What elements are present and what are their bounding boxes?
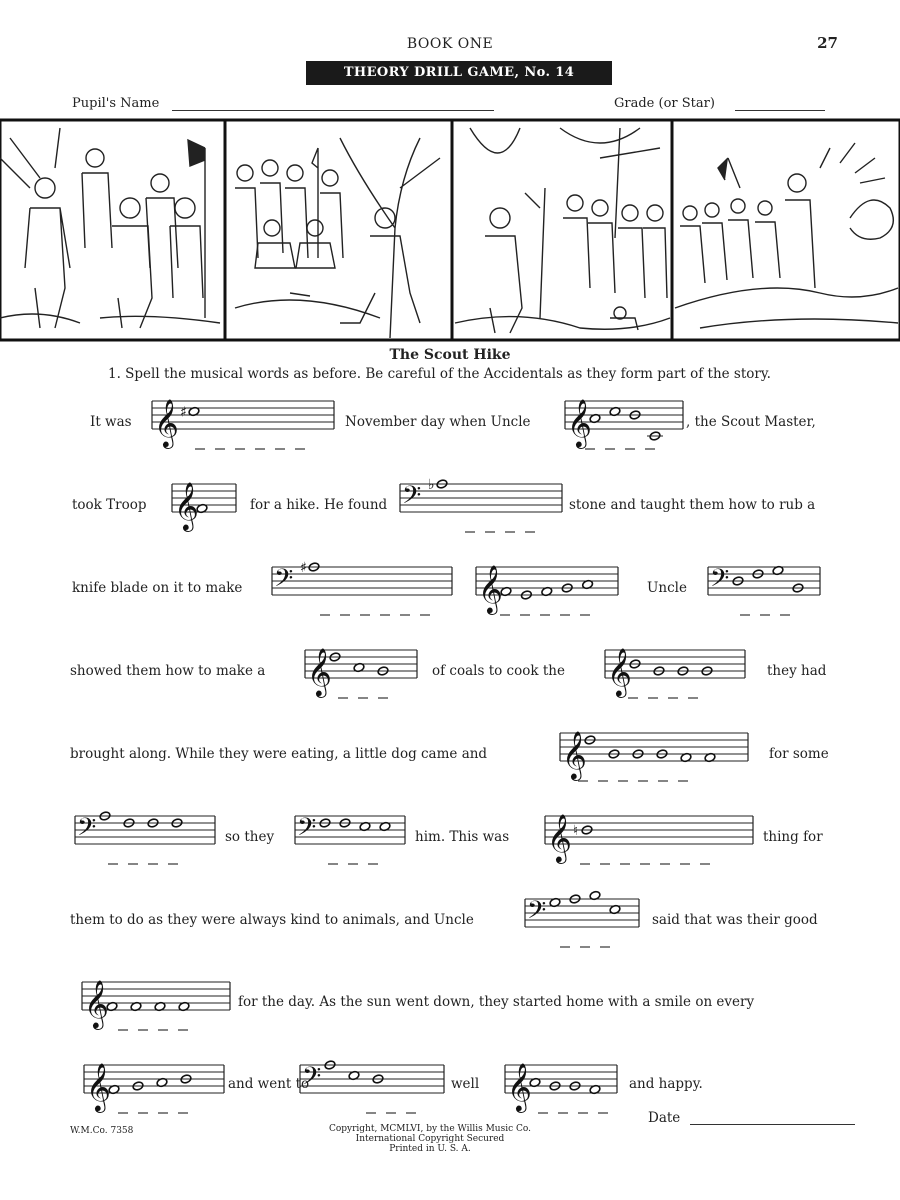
accidental-icon: ♯ bbox=[180, 404, 187, 421]
story-fragment: for the day. As the sun went down, they started home with a smile on every bbox=[238, 994, 755, 1010]
treble-clef-icon: 𝄞 bbox=[562, 730, 587, 779]
date-line[interactable] bbox=[690, 1124, 855, 1125]
story-fragment: knife blade on it to make bbox=[72, 580, 243, 596]
treble-clef-icon: 𝄞 bbox=[84, 979, 109, 1028]
copyright-block bbox=[280, 1124, 580, 1154]
accidental-icon: ♯ bbox=[300, 560, 307, 576]
story-fragment: brought along. While they were eating, a little dog came and bbox=[70, 746, 488, 762]
treble-clef-icon: 𝄞 bbox=[507, 1062, 532, 1111]
story-fragment: showed them how to make a bbox=[70, 663, 266, 679]
story-fragment: November day when Uncle bbox=[345, 414, 531, 430]
intl-copyright-line: International Copyright Secured bbox=[355, 1134, 505, 1144]
book-label: BOOK ONE bbox=[406, 36, 494, 52]
bass-clef-icon: 𝄢 bbox=[402, 481, 422, 516]
treble-clef-icon: 𝄞 bbox=[567, 398, 592, 447]
grade-label: Grade (or Star) bbox=[614, 96, 715, 111]
printed-line: Printed in U. S. A. bbox=[389, 1144, 471, 1154]
story-fragment: Uncle bbox=[647, 580, 687, 596]
treble-clef-icon: 𝄞 bbox=[547, 813, 572, 862]
treble-clef-icon: 𝄞 bbox=[154, 398, 179, 447]
story-fragment: them to do as they were always kind to animals, and Uncle bbox=[70, 912, 474, 928]
story-fragment: they had bbox=[767, 663, 827, 679]
treble-clef-icon: 𝄞 bbox=[174, 481, 199, 530]
story-fragment: him. This was bbox=[415, 829, 510, 845]
catalog-number: W.M.Co. 7358 bbox=[70, 1126, 134, 1136]
copyright-line: Copyright, MCMLVI, by the Willis Music Co. bbox=[328, 1124, 532, 1134]
accidental-icon: ♮ bbox=[573, 823, 579, 839]
story-fragment: and happy. bbox=[629, 1076, 703, 1092]
story-fragment: said that was their good bbox=[652, 912, 818, 928]
story-fragment: thing for bbox=[763, 829, 823, 845]
story-fragment: and went to bbox=[228, 1076, 310, 1092]
story-fragment: , the Scout Master, bbox=[686, 414, 816, 430]
bass-clef-icon: 𝄢 bbox=[302, 1062, 322, 1097]
accidental-icon: ♭ bbox=[428, 477, 435, 493]
story-fragment: for a hike. He found bbox=[250, 497, 388, 513]
bass-clef-icon: 𝄢 bbox=[297, 813, 317, 848]
story-fragment: for some bbox=[769, 746, 829, 762]
instruction: 1. Spell the musical words as before. Be careful of the Accidentals as they form part of the story. bbox=[108, 366, 771, 382]
drill-title: THEORY DRILL GAME, No. 14 bbox=[306, 61, 612, 85]
page-number: 27 bbox=[817, 34, 838, 52]
treble-clef-icon: 𝄞 bbox=[478, 564, 503, 613]
story-fragment: of coals to cook the bbox=[432, 663, 565, 679]
story-fragment: took Troop bbox=[72, 497, 147, 513]
bass-clef-icon: 𝄢 bbox=[527, 896, 547, 931]
treble-clef-icon: 𝄞 bbox=[607, 647, 632, 696]
treble-clef-icon: 𝄞 bbox=[86, 1062, 111, 1111]
bass-clef-icon: 𝄢 bbox=[274, 564, 294, 599]
treble-clef-icon: 𝄞 bbox=[307, 647, 332, 696]
story-fragment: It was bbox=[90, 414, 132, 430]
story-fragment: stone and taught them how to rub a bbox=[569, 497, 816, 513]
bass-clef-icon: 𝄢 bbox=[77, 813, 97, 848]
story-fragment: well bbox=[451, 1076, 480, 1092]
story-title: The Scout Hike bbox=[389, 347, 511, 363]
pupil-name-label: Pupil's Name bbox=[72, 96, 160, 111]
bass-clef-icon: 𝄢 bbox=[710, 564, 730, 599]
date-label: Date bbox=[648, 1110, 681, 1126]
story-fragment: so they bbox=[225, 829, 275, 845]
